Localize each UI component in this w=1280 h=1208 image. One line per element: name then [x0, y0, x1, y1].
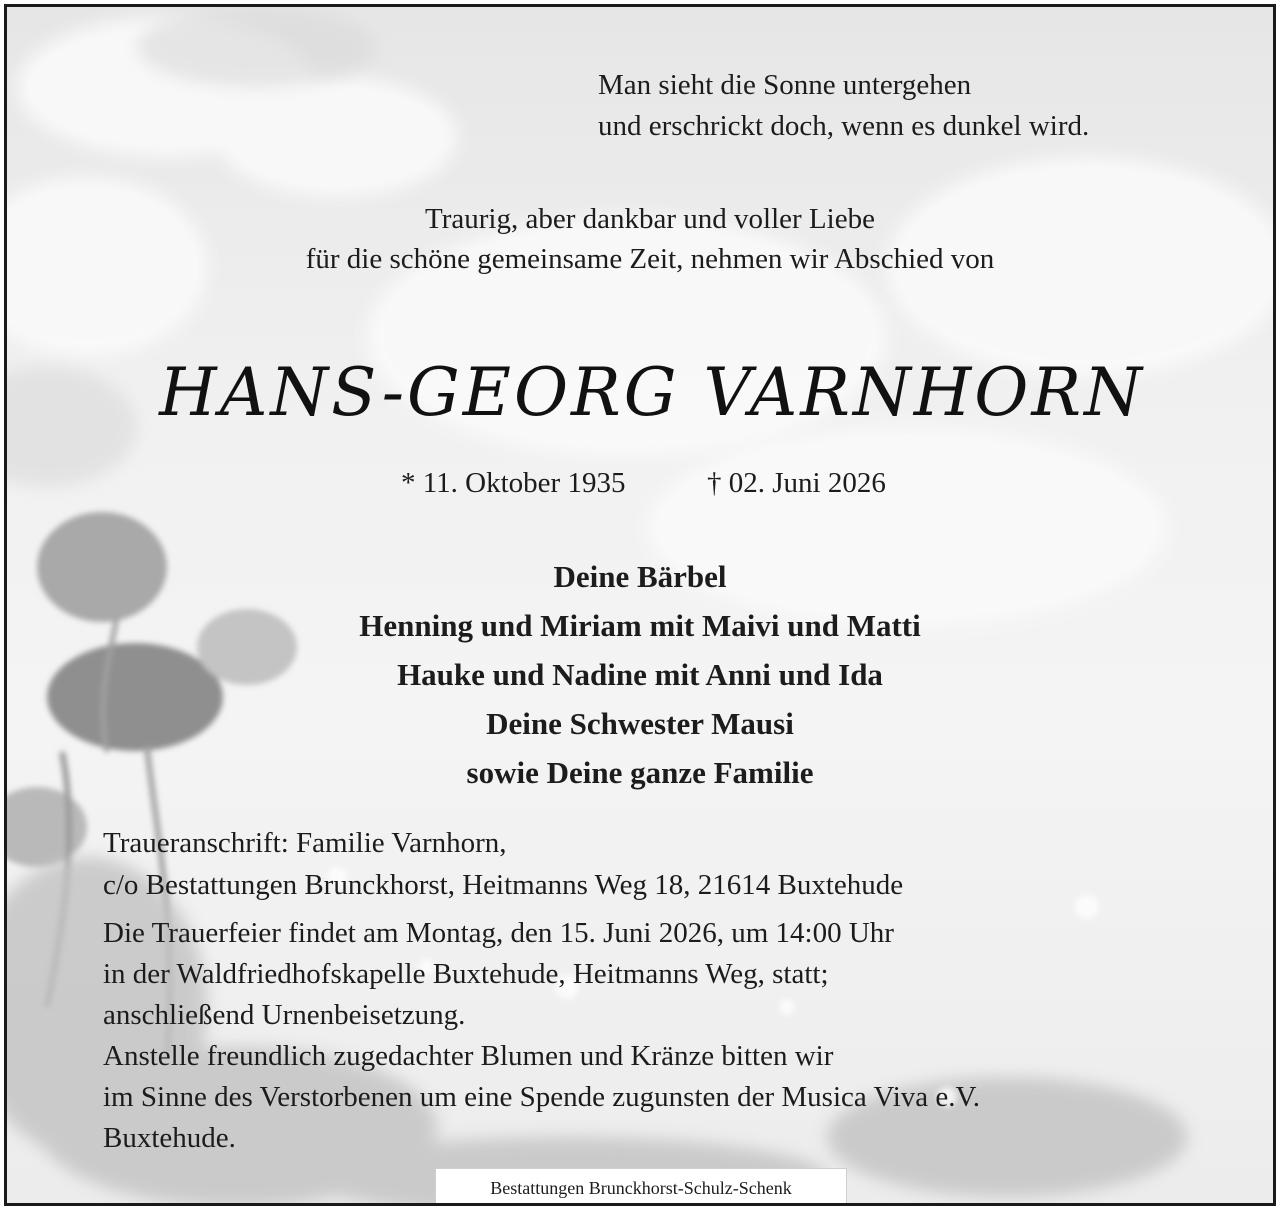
- mourner-line: Hauke und Nadine mit Anni und Ida: [397, 657, 883, 692]
- service-line: anschließend Urnenbeisetzung.: [103, 999, 466, 1031]
- intro-line: für die schöne gemeinsame Zeit, nehmen wir Abschied von: [305, 243, 995, 275]
- undertaker-label: Bestattungen Brunckhorst-Schulz-Schenk: [435, 1168, 847, 1206]
- funeral-service-info: [103, 913, 980, 1159]
- intro-line: Traurig, aber dankbar und voller Liebe: [425, 203, 875, 235]
- birth-date: * 11. Oktober 1935: [401, 467, 626, 499]
- mourner-line: Henning und Miriam mit Maivi und Matti: [359, 608, 921, 643]
- service-line: Anstelle freundlich zugedachter Blumen und Kränze bitten wir: [103, 1040, 834, 1072]
- address-line: Traueranschrift: Familie Varnhorn,: [103, 827, 507, 859]
- service-line: Buxtehude.: [103, 1122, 236, 1154]
- mourner-line: sowie Deine ganze Familie: [466, 755, 814, 790]
- address-line: c/o Bestattungen Brunckhorst, Heitmanns Weg 18, 21614 Buxtehude: [103, 869, 904, 901]
- obituary-notice: [4, 4, 1276, 1206]
- motto-line: Man sieht die Sonne untergehen: [598, 69, 972, 101]
- death-date: † 02. Juni 2026: [707, 467, 886, 499]
- mourners-list: [7, 552, 1273, 797]
- motto-line: und erschrickt doch, wenn es dunkel wird.: [598, 110, 1090, 142]
- deceased-name: HANS-GEORG VARNHORN: [159, 354, 1145, 431]
- intro-text: [7, 199, 1273, 279]
- service-line: im Sinne des Verstorbenen um eine Spende zugunsten der Musica Viva e.V.: [103, 1081, 980, 1113]
- mourning-address: [103, 822, 903, 906]
- mourner-line: Deine Bärbel: [553, 559, 727, 594]
- service-line: Die Trauerfeier findet am Montag, den 15. Juni 2026, um 14:00 Uhr: [103, 917, 894, 949]
- motto-quote: [598, 65, 1089, 147]
- mourner-line: Deine Schwester Mausi: [486, 706, 794, 741]
- service-line: in der Waldfriedhofskapelle Buxtehude, Heitmanns Weg, statt;: [103, 958, 829, 990]
